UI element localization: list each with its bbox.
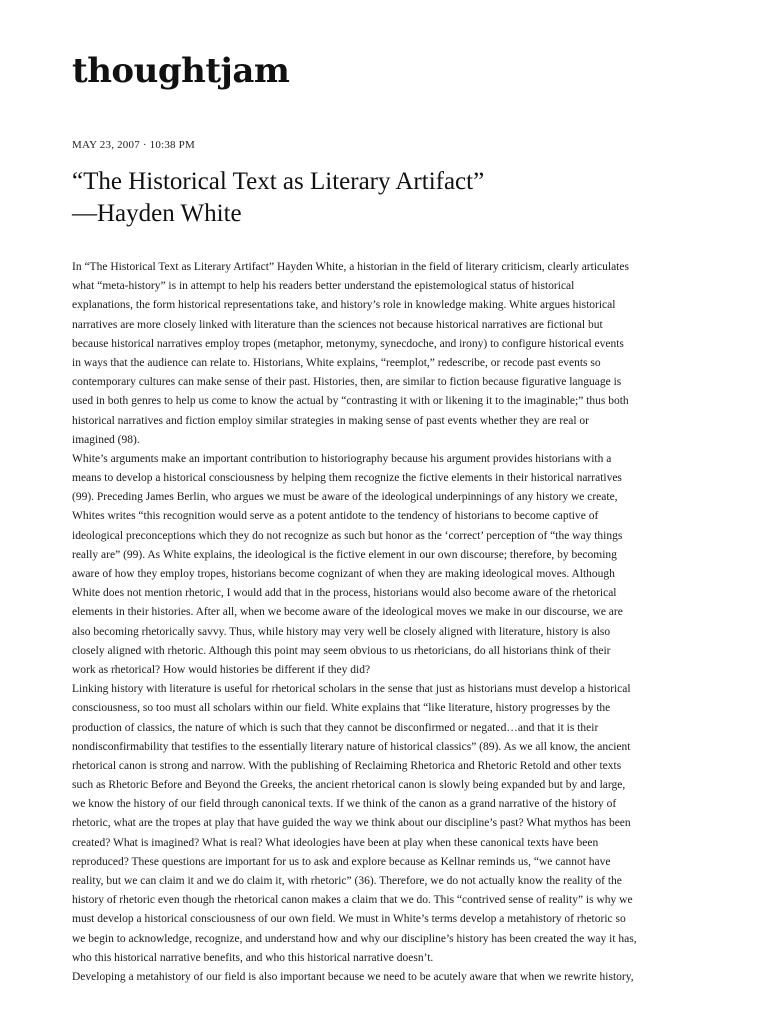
post-body-line: really are” (99). As White explains, the ideological is the fictive element in our own discourse; therefore, by becoming <box>72 548 617 561</box>
post-body-line: we begin to acknowledge, recognize, and understand how and why our discipline’s history has been created the way it has, <box>72 932 637 945</box>
post-body-line: explanations, the form historical representations take, and history’s role in knowledge making. White argues historical <box>72 299 616 312</box>
post-body-line: consciousness, so too must all scholars within our field. White explains that “like literature, history progresses by the <box>72 702 611 715</box>
post-body-line: because historical narratives employ tropes (metaphor, metonymy, synecdoche, and irony) to configure historical events <box>72 337 624 350</box>
post-body-line: what “meta-history” is in attempt to help his readers better understand the epistemological status of historical <box>72 280 575 293</box>
post-body-line: White’s arguments make an important contribution to historiography because his argument provides historians with a <box>72 452 612 465</box>
post-body-line: reproduced? These questions are important for us to ask and explore because as Kellnar reminds us, “we cannot have <box>72 855 611 868</box>
post-title-line: “The Historical Text as Literary Artifact” <box>72 168 485 195</box>
post-body-line: also becoming rhetorically savvy. Thus, while history may very well be closely aligned with literature, history is also <box>72 625 611 638</box>
post-body-line: imagined (98). <box>72 433 140 446</box>
post-body-line: history of rhetoric even though the rhetorical canon makes a claim that we do. This “contrived sense of reality” is why we <box>72 894 633 907</box>
post-body-line: must develop a historical consciousness of our own field. We must in White’s terms develop a metahistory of rhetoric so <box>72 913 626 926</box>
post-body-line: such as Rhetoric Before and Beyond the Greeks, the ancient rhetorical canon is slowly being expanded but by and large, <box>72 779 626 792</box>
post-body-line: closely aligned with rhetoric. Although this point may seem obvious to us rhetoricians, do all historians think of their <box>72 644 611 657</box>
site-title[interactable]: thoughtjam <box>72 51 290 91</box>
post-body-line: elements in their histories. After all, when we become aware of the ideological moves we make in our discourse, we are <box>72 606 623 619</box>
post-body-line: narratives are more closely linked with literature than the sciences not because historical narratives are fictional but <box>72 318 603 331</box>
post-body-line: in ways that the audience can relate to. Historians, White explains, “reemplot,” redescribe, or recode past events so <box>72 356 601 369</box>
post-body-line: production of classics, the nature of which is such that they cannot be disconfirmed or negated…and that it is their <box>72 721 599 734</box>
post-body-line: used in both genres to help us come to know the actual by “contrasting it with or likening it to the imaginable;” thus both <box>72 395 629 408</box>
post-body-line: reality, but we can claim it and we do claim it, with rhetoric” (36). Therefore, we do not actually know the reality of the <box>72 875 622 887</box>
post-body-line: rhetoric, what are the tropes at play that have guided the way we think about our discipline’s past? What mythos has been <box>72 817 631 830</box>
post-body-line: contemporary cultures can make sense of their past. Histories, then, are similar to fiction because figurative language is <box>72 376 622 389</box>
post-body-line: we know the history of our field through canonical texts. If we think of the canon as a grand narrative of the history of <box>72 798 617 811</box>
post-body-line: historical narratives and fiction employ similar strategies in making sense of past events whether they are real or <box>72 414 590 427</box>
post-body-line: White does not mention rhetoric, I would add that in the process, historians would also become aware of the rhetorical <box>72 587 617 600</box>
post-body-line: work as rhetorical? How would histories be different if they did? <box>72 663 371 676</box>
post-body-line: rhetorical canon is strong and narrow. With the publishing of Reclaiming Rhetorica and Rhetoric Retold and other texts <box>72 759 622 772</box>
post-body-line: (99). Preceding James Berlin, who argues we must be aware of the ideological underpinnings of any history we create, <box>72 491 618 504</box>
post-date[interactable]: MAY 23, 2007 · 10:38 PM <box>72 139 195 151</box>
post-body-line: ideological preconceptions which they do not recognize as such but honor as the ‘correct’ perception of “the way things <box>72 529 623 542</box>
post-body-line: created? What is imagined? What is real? What ideologies have been at play when these canonical texts have been <box>72 836 599 849</box>
post-body-line: In “The Historical Text as Literary Artifact” Hayden White, a historian in the field of literary criticism, clearly articulates <box>72 261 629 273</box>
post-body <box>72 258 712 987</box>
post-body-line: aware of how they employ tropes, historians become cognizant of when they are making ideological moves. Although <box>72 568 615 580</box>
post-body-line: Whites writes “this recognition would serve as a potent antidote to the tendency of historians to become captive of <box>72 510 599 523</box>
post-body-line: Developing a metahistory of our field is also important because we need to be acutely aware that when we rewrite history, <box>72 970 634 983</box>
post-body-line: nondisconfirmability that testifies to the essentially literary nature of historical classics” (89). As we all know, the ancient <box>72 740 631 753</box>
post-title-line: —Hayden White <box>72 200 242 227</box>
post-body-line: Linking history with literature is useful for rhetorical scholars in the sense that just as historians must develop a historical <box>72 683 631 696</box>
post-body-line: who this historical narrative benefits, and who this historical narrative doesn’t. <box>72 951 434 964</box>
post-body-line: means to develop a historical consciousness by helping them recognize the fictive elements in their historical narratives <box>72 472 622 485</box>
post-title <box>72 166 712 230</box>
